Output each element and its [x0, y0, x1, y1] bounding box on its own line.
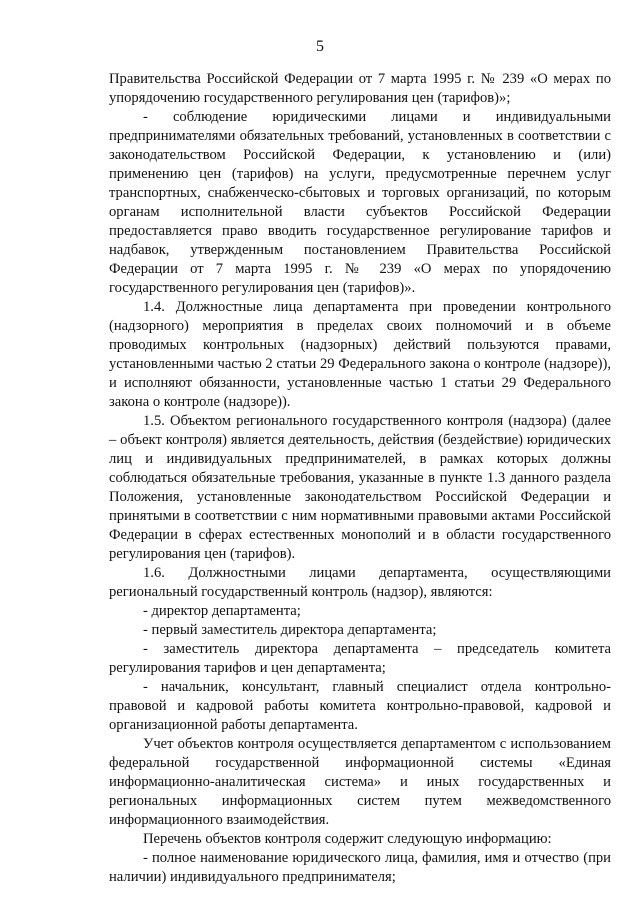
- paragraph: - начальник, консультант, главный специалист отдела контрольно-правовой и кадровой работы комитета контрольно-правовой, кадровой и организационной работы департамента.: [109, 679, 611, 733]
- document-body: [109, 70, 611, 887]
- paragraph: Правительства Российской Федерации от 7 марта 1995 г. № 239 «О мерах по упорядочению государственного регулирования цен (тарифов)»;: [109, 71, 611, 106]
- page-number: 5: [316, 38, 324, 55]
- paragraph: - первый заместитель директора департамента;: [143, 622, 437, 638]
- paragraph: - соблюдение юридическими лицами и индивидуальными предпринимателями обязательных требований, установленных в соответствии с законодательством Российской Федерации, к установлению и (или) применению цен (тарифов) на услуги, предусмотренные перечнем услуг транспортных, снабженческо-сбытовых и торговых организаций, по которым органам исполнительной власти субъектов Российской Федерации предоставляется право вводить государственное регулирование тарифов и надбавок, утвержденным постановлением Правительства Российской Федерации от 7 марта 1995 г. № 239 «О мерах по упорядочению государственного регулирования цен (тарифов)».: [109, 109, 611, 296]
- paragraph: - директор департамента;: [143, 603, 301, 619]
- paragraph: Перечень объектов контроля содержит следующую информацию:: [143, 831, 552, 847]
- paragraph: - полное наименование юридического лица, фамилия, имя и отчество (при наличии) индивидуального предпринимателя;: [109, 850, 611, 885]
- paragraph: 1.5. Объектом регионального государственного контроля (надзора) (далее – объект контроля) является деятельность, действия (бездействие) юридических лиц и индивидуальных предпринимателей, в рамках которых должны соблюдаться обязательные требования, указанные в пункте 1.3 данного раздела Положения, установленные законодательством Российской Федерации и принятыми в соответствии с ним нормативными правовыми актами Российской Федерации в сферах естественных монополий и в области государственного регулирования цен (тарифов).: [109, 413, 611, 562]
- paragraph: Учет объектов контроля осуществляется департаментом с использованием федеральной государственной информационной системы «Единая информационно-аналитическая система» и иных государственных и региональных информационных систем путем межведомственного информационного взаимодействия.: [109, 736, 611, 828]
- paragraph: 1.6. Должностными лицами департамента, осуществляющими региональный государственный контроль (надзор), являются:: [109, 565, 611, 600]
- paragraph: 1.4. Должностные лица департамента при проведении контрольного (надзорного) мероприятия в пределах своих полномочий и в объеме проводимых контрольных (надзорных) действий пользуются правами, установленными частью 2 статьи 29 Федерального закона о контроле (надзоре)), и исполняют обязанности, установленные частью 1 статьи 29 Федерального закона о контроле (надзоре)).: [109, 299, 611, 410]
- paragraph: - заместитель директора департамента – председатель комитета регулирования тарифов и цен департамента;: [109, 641, 611, 676]
